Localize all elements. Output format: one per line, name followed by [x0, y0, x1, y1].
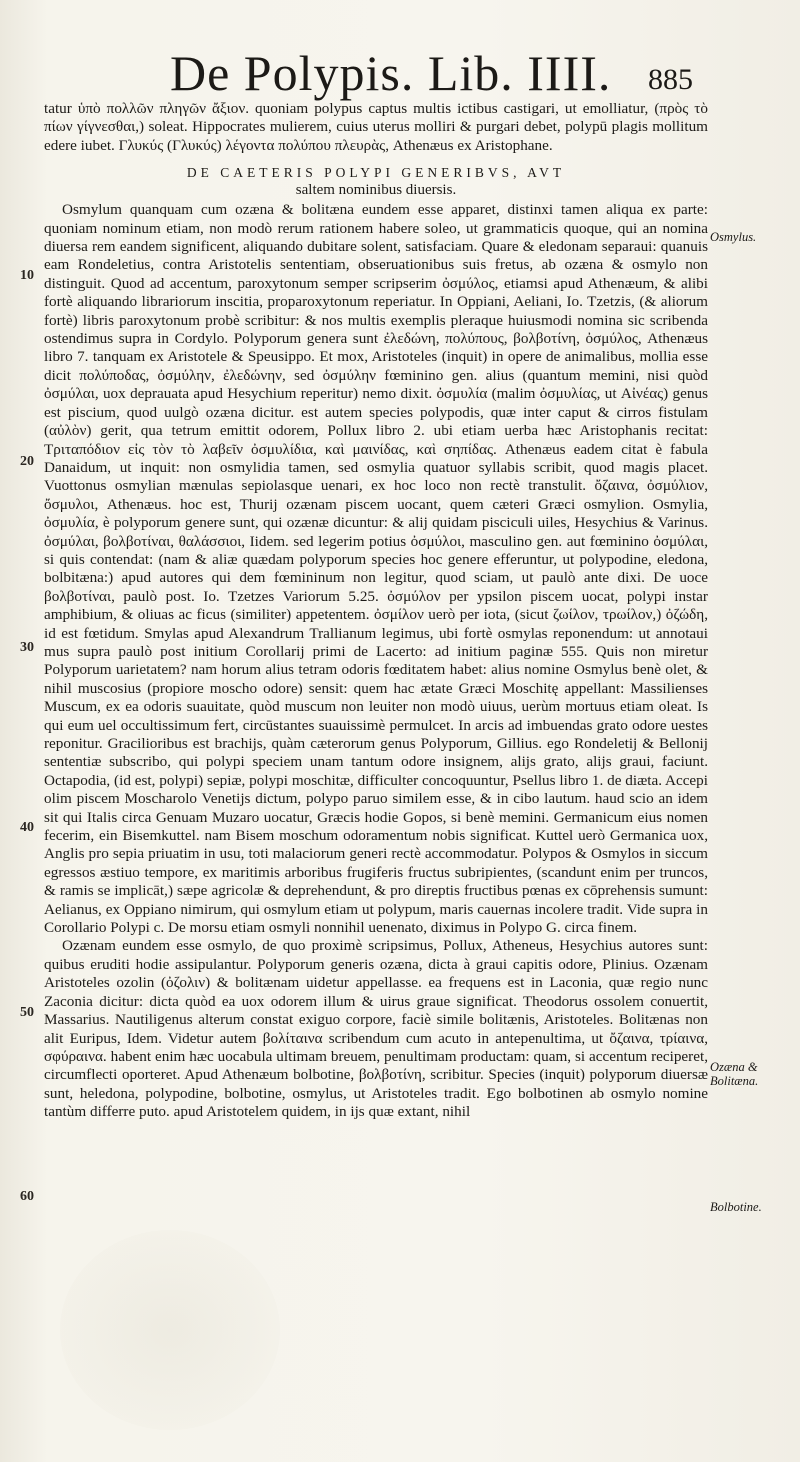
- line-number-40: 40: [20, 820, 34, 835]
- line-number-10: 10: [20, 268, 34, 283]
- page-number: 885: [648, 63, 693, 96]
- margin-note-bolbotine: Bolbotine.: [710, 1200, 762, 1214]
- line-number-50: 50: [20, 1005, 34, 1020]
- paragraph-osmylus: Osmylum quanquam cum ozæna & bolitæna eundem esse apparet, distinxi tamen aliqua ex parte: quoniam nominum etiam, non modò rerum rationem habere soleo, ut grammaticis quoque, qui an nomina diuersa rem eandem significent, aliquando dubitare solent, satisfaciam. Quare & eledonam separaui: quanuis eam Rondeletius, contra Aristotelis sententiam, obseruationibus suis fretus, ab ozæna & osmylo non distinguit. Quod ad accentum, paroxytonum semper scripserim ὀσμύλος, etiamsi apud Athenæum, & alibi fortè aliquando librariorum inscitia, proparoxytonum reperiatur. In Oppiani, Aeliani, Io. Tzetzis, (& aliorum fortè) libris paroxytonum probè scribitur: & nos multis exemplis pleraque huiusmodi nomina sic scribenda ostendimus supra in Cordylo. Polyporum genera sunt ἐλεδώνη, πολύπους, βολβοτίνη, ὀσμύλος, Athenæus libro 7. tanquam ex Aristotele & Speusippo. Et mox, Aristoteles (inquit) in opere de animalibus, mollia esse dicit πολύποδας, ὀσμύλην, ἐλεδώνην, sed ὀσμύλην fœminino gen. alius (quantum memini, nisi quòd ὀσμύλαι, uox deprauata apud Hesychium reperitur) nemo dixit. ὀσμυλία (malim ὀσμυλίας, ut Αἰνέας) genus est piscium, quod uulgò ozæna dicitur. est autem species polypodis, quæ inter caput & cirros fistulam (αὐλὸν) gerit, qua tetrum emittit odorem, Pollux libro 2. ubi etiam uerba hæc Aristophanis recitat: Τριταπόδιον εἰς τὸν τὸ λαβεῖν ὀσμυλίδια, καὶ μαινίδας, καὶ σηπίδας. Athenæus eadem citat è fabula Danaidum, ut inquit: non osmylidia tamen, sed osmylia quatuor syllabis scribit, quod magis placet. Vuottonus osmylian mænulas sepiolasque uenari, ex hoc loco non rectè transtulit. ὄζαινα, ὀσμύλιον, ὄσμυλοι, Athenæus. hoc est, Thurij ozænam piscem uocant, quem cæteri Græci osmylion. Osmylia, ὀσμυλία, è polyporum genere sunt, qui ozænæ dicuntur: & alij quidam pisciculi uiles, Hesychius & Varinus. ὀσμύλαι, βολβοτίναι, θαλάσσιοι, Iidem. sed legerim potius ὀσμύλοι, masculino gen. aut fœminino ὀσμύλαι, si quis contendat: (nam & aliæ quædam polyporum species hoc genere efferuntur, ut polypodine, eledona, bolbitæna:) apud autores qui dem fœmininum non legitur, quod sciam, ut paulò ante dixi. De uoce βολβοτίναι, paulò post. Io. Tzetzes Variorum 5.25. ὀσμύλον per ypsilon piscem uocat, polypi instar amphibium, & oliuas ac ficus (similiter) appetentem. ὀσμίλον uerò per iota, (sicut ζωίλον, τρωίλον,) ὀζώδη, id est fœtidum. Smylas apud Alexandrum Trallianum legimus, ubi fortè osmylas reponendum: ut annotaui mus supra paulò post initium Corollarij primi de Lacerto: ad initium paginæ 555. Quis non miretur Polyporum uarietatem? nam horum alius tetram odoris fœditatem habet: alius nomine Osmylus benè olet, & nihil muscosius (propiore moscho odore) sensit: quem hac ætate Græci Moschitę appellant: Massilienses Muscum, ex ea odoris suauitate, quòd muscum non leuiter non modò uiuus, uerùm mortuus etiam oleat. Is qui eum uel occultissimum fert, circūstantes suauissimè permulcet. In arcis ad imbuendas grato odore uestes reponitur. Gracilioribus est brachijs, quàm cæterorum genus Polyporum, Gillius. ego Rondeletij & Bellonij sententiæ subscribo, qui polypi speciem unam tantum odore insignem, alijs grato, alijs graui, faciunt. Octapodia, (id est, polypi) sepiæ, polypi moschitæ, difficulter concoquuntur, Psellus libro 1. de diæta. Accepi olim piscem Moscharolo Venetijs dictum, polypo paruo similem esse, & in cibo lautum. haud scio an idem sit qui Italis circa Genuam Muzaro uocatur, Græcis hodie Gopos, si benè memini. Germanicum eius nomen fecerim, ein Bisemkuttel. nam Bisem moschum odoramentum nobis significat. Kuttel uerò Germanica uox, Anglis pro sepia priuatim in usu, toti malaciorum generi rectè accommodatur. Polypos & Osmylos in siccum egressos æstiuo tempore, ex maritimis arboribus frugiferis fructus subripientes, (scandunt enim per truncos, & ramis se implicāt,) sæpe agricolæ & deprehendunt, & pro direptis fructibus pœnas ex cōprehensis sumunt: Aelianus, ex Oppiano nimirum, qui osmylum etiam ut polypum, maris cauernas incolere tradit. Vide supra in Corollario Polypi c. De morsu etiam osmyli nonnihil uenenato, diximus in Polypo G. circa finem.: [44, 201, 708, 937]
- line-number-60: 60: [20, 1189, 34, 1204]
- page-header: [0, 38, 800, 108]
- line-number-20: 20: [20, 454, 34, 469]
- paragraph-ozaena: Ozænam eundem esse osmylo, de quo proximè scripsimus, Pollux, Atheneus, Hesychius autores sunt: quibus eruditi hodie assipulantur. Polyporum generis ozæna, dicta à graui capitis odore, Plinius. Ozænam Aristoteles ozolin (ὀζολιν) & bolitænam uidetur appellasse. ea frequens est in Laconia, quæ regio nunc Zaconia dicitur: dicta quòd ea uox odorem illum & uirus graue significat. Theodorus ossolem conuertit, Massarius. Nautiligenus alterum constat exiguo corpore, faciè simile bolitænis, Aristoteles. Bolitænas non alit Euripus, Idem. Videtur autem βολίταινα scribendum cum acuto in antepenultima, ut ὄζαινα, τρίαινα, σφύραινα. habent enim hæc uocabula ultimam breuem, penultimam productam: quam, si accentum reciperet, circumflecti oporteret. Apud Athenæum bolbotine, βολβοτίνη, scribitur. Species (inquit) polyporum diuersæ sunt, heledona, polypodine, bolbotine, osmylus, ut Aristoteles tradit. Ego bolbotinen ab osmylo nomine tantùm differre puto. apud Aristotelem quidem, in ijs quæ extant, nihil: [44, 937, 708, 1121]
- section-subheading: saltem nominibus diuersis.: [295, 182, 457, 199]
- line-number-30: 30: [20, 640, 34, 655]
- margin-note-ozaena: Ozæna & Bolitæna.: [710, 1060, 759, 1088]
- margin-note-osmylus: Osmylus.: [710, 230, 757, 244]
- section-heading: DE CAETERIS POLYPI GENERIBVS, AVT: [186, 165, 566, 181]
- main-text: [44, 100, 708, 1122]
- intro-paragraph: tatur ὑπὸ πολλῶν πληγῶν ἄξιον. quoniam polypus captus multis ictibus castigari, ut emolliatur, (πρὸς τὸ πίων γίγνεσθαι,) soleat. Hippocrates mulierem, cuius uterus molliri & purgari debet, polypū plagis mollitum edere iubet. Γλυκύς (Γλυκύς) λέγοντα πολύπου πλευρὰς, Athenæus ex Aristophane.: [44, 100, 708, 154]
- running-title: De Polypis. Lib. IIII.: [170, 45, 612, 101]
- paper-stain: [60, 1230, 280, 1430]
